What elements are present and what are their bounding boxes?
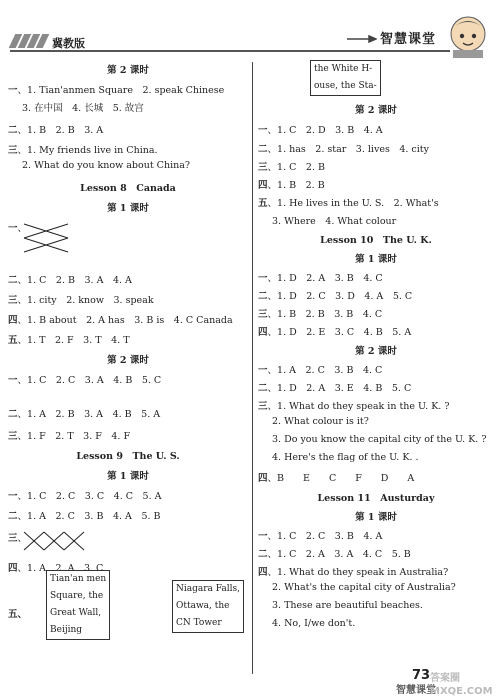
answer-line: 一、1. Tian'anmen Square 2. speak Chinese [8, 85, 225, 96]
section-period-title: 第 1 课时 [107, 471, 149, 482]
answer-line: 一、1. C 2. C 3. C 4. C 5. A [8, 491, 162, 502]
section-period-title: 第 2 课时 [107, 65, 149, 76]
brand-title: 智慧课堂 [380, 32, 437, 47]
answer-line: 3. These are beautiful beaches. [272, 600, 423, 611]
section-period-title: 第 1 课时 [355, 512, 397, 523]
answer-box: Niagara Falls, Ottawa, the CN Tower [172, 580, 244, 633]
watermark-text: 答案圈 MXQE.COM [430, 673, 493, 697]
lesson-title: Lesson 9 The U. S. [76, 451, 180, 462]
answer-box: the White H- ouse, the Sta- [310, 60, 381, 96]
answer-line: 一、 [8, 223, 28, 234]
footer-brand: 智慧课堂 [396, 685, 436, 696]
answer-line: 四、1. What do they speak in Australia? [258, 567, 449, 578]
section-period-title: 第 2 课时 [355, 346, 397, 357]
matching-lines-diagram [22, 220, 72, 258]
lesson-title: Lesson 10 The U. K. [320, 235, 432, 246]
page-number: 73 [412, 668, 431, 683]
edition-label: 冀教版 [52, 37, 85, 50]
answer-line: 2. What do you know about China? [22, 160, 190, 171]
answer-line: 四、1. B 2. B [258, 180, 325, 191]
answer-line: 一、1. D 2. A 3. B 4. C [258, 273, 383, 284]
header-rule [10, 50, 450, 52]
answer-line: 一、1. C 2. C 3. A 4. B 5. C [8, 375, 162, 386]
answer-line: 2. What's the capital city of Australia? [272, 582, 456, 593]
header-stripes-icon [10, 34, 46, 48]
answer-line: 五、1. T 2. F 3. T 4. T [8, 335, 130, 346]
answer-line: 3. Where 4. What colour [272, 216, 397, 227]
lesson-title: Lesson 8 Canada [80, 183, 176, 194]
answer-line: 二、1. A 2. C 3. B 4. A 5. B [8, 511, 161, 522]
answer-line: 三、1. What do they speak in the U. K. ? [258, 401, 450, 412]
answer-line: 三、1. city 2. know 3. speak [8, 295, 154, 306]
answer-line: 2. What colour is it? [272, 416, 369, 427]
answer-line: 二、1. C 2. A 3. A 4. C 5. B [258, 549, 411, 560]
section-period-title: 第 1 课时 [355, 254, 397, 265]
answer-line: 二、1. has 2. star 3. lives 4. city [258, 144, 429, 155]
answer-line: 一、1. C 2. D 3. B 4. A [258, 125, 383, 136]
answer-line: 4. No, I/we don't. [272, 618, 356, 629]
answer-line: 四、B E C F D A [258, 473, 415, 484]
answer-line: 五、1. He lives in the U. S. 2. What's [258, 198, 439, 209]
answer-line: 二、1. D 2. A 3. E 4. B 5. C [258, 383, 412, 394]
pen-icon [347, 34, 377, 44]
answer-line: 3. Do you know the capital city of the U. K. ? [272, 434, 487, 445]
answer-box: Tian'an men Square, the Great Wall, Beijing [46, 570, 110, 640]
answer-line: 3. 在中国 4. 长城 5. 故宫 [22, 103, 144, 114]
answer-line: 五、 [8, 609, 28, 620]
lesson-title: Lesson 11 Austurday [317, 493, 435, 504]
section-period-title: 第 2 课时 [355, 105, 397, 116]
answer-line: 一、1. C 2. C 3. B 4. A [258, 531, 383, 542]
section-period-title: 第 2 课时 [107, 355, 149, 366]
answer-line: 三、 [8, 533, 28, 544]
column-divider [252, 62, 253, 674]
answer-line: 三、1. B 2. B 3. B 4. C [258, 309, 383, 320]
answer-line: 二、1. D 2. C 3. D 4. A 5. C [258, 291, 413, 302]
answer-line: 四、1. B about 2. A has 3. B is 4. C Canada [8, 315, 233, 326]
answer-line: 三、1. C 2. B [258, 162, 325, 173]
page-header [0, 0, 500, 58]
answer-line: 4. Here's the flag of the U. K. . [272, 452, 419, 463]
answer-line: 二、1. B 2. B 3. A [8, 125, 104, 136]
answer-line: 四、1. D 2. E 3. C 4. B 5. A [258, 327, 412, 338]
section-period-title: 第 1 课时 [107, 203, 149, 214]
matching-lines-diagram [22, 526, 102, 556]
answer-line: 二、1. A 2. B 3. A 4. B 5. A [8, 409, 161, 420]
answer-line: 一、1. A 2. C 3. B 4. C [258, 365, 383, 376]
cartoon-student-icon [443, 10, 493, 58]
answer-line: 二、1. C 2. B 3. A 4. A [8, 275, 132, 286]
answer-line: 四、1. A 2. A 3. C [8, 563, 104, 574]
answer-line: 三、1. My friends live in China. [8, 145, 158, 156]
answer-line: 三、1. F 2. T 3. F 4. F [8, 431, 131, 442]
